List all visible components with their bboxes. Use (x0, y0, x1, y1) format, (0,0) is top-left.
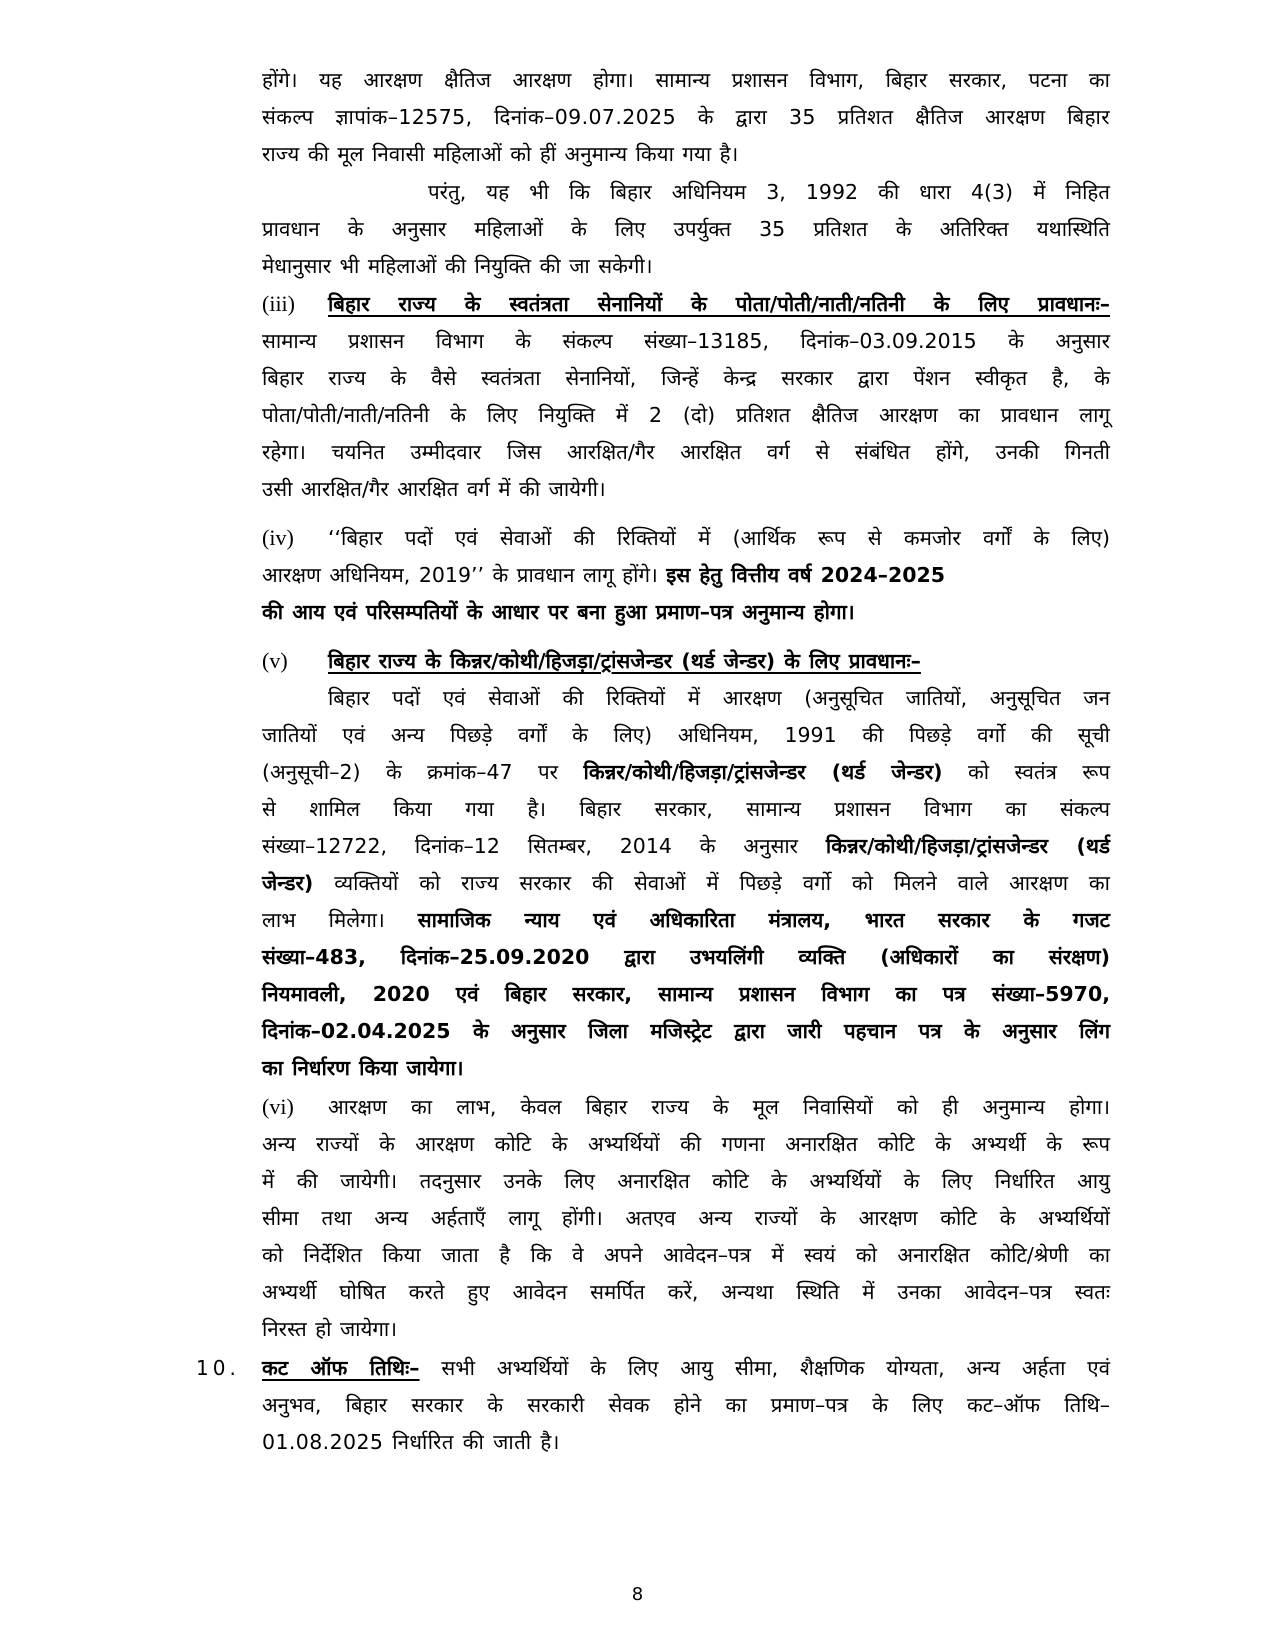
item-10-line-1 (262, 1352, 1110, 1384)
clause-iv-line-2-text: आरक्षण अधिनियम, 2019’’ के प्रावधान लागू होंगे। (262, 563, 658, 587)
clause-v-line-10: दिनांक–02.04.2025 के अनुसार जिला मजिस्ट्रेट द्वारा जारी पहचान पत्र के अनुसार लिंग (262, 1019, 1110, 1043)
clause-v-line-7-a: लाभ मिलेगा। (262, 908, 385, 932)
clause-v-line-3-c: को स्वतंत्र रूप (968, 760, 1110, 784)
clause-iii-line-4: रहेगा। चयनित उम्मीदवार जिस आरक्षित/गैर आरक्षित वर्ग से संबंधित होंगे, उनकी गिनती (262, 440, 1110, 464)
clause-iv-label: (iv) (262, 525, 294, 550)
clause-v-line-3-bold: किन्नर/कोथी/हिजड़ा/ट्रांसजेन्डर (थर्ड जेन्डर) (583, 760, 943, 784)
clause-v-heading: बिहार राज्य के किन्नर/कोथी/हिजड़ा/ट्रांसजेन्डर (थर्ड जेन्डर) के लिए प्रावधानः– (328, 649, 921, 673)
clause-v-line-4: से शामिल किया गया है। बिहार सरकार, सामान्य प्रशासन विभाग का संकल्प (262, 797, 1110, 821)
clause-vi-line-2: अन्य राज्यों के आरक्षण कोटि के अभ्यर्थियों की गणना अनारक्षित कोटि के अभ्यर्थी के रूप (262, 1132, 1110, 1156)
clause-iii-label: (iii) (262, 291, 295, 316)
para-proviso-line-2: प्रावधान के अनुसार महिलाओं के लिए उपर्युक्त 35 प्रतिशत के अतिरिक्त यथास्थिति (262, 217, 1110, 241)
clause-v-line-1: बिहार पदों एवं सेवाओं की रिक्तियों में आरक्षण (अनुसूचित जातियों, अनुसूचित जन (328, 686, 1110, 710)
clause-v-line-3 (262, 756, 1110, 788)
clause-iii-line-2: बिहार राज्य के वैसे स्वतंत्रता सेनानियों, जिन्हें केन्द्र सरकार द्वारा पेंशन स्वीकृत है, के (262, 366, 1110, 390)
clause-vi-line-6: अभ्यर्थी घोषित करते हुए आवेदन समर्पित करें, अन्यथा स्थिति में उनका आवेदन–पत्र स्वतः (262, 1280, 1110, 1304)
clause-v-line-7-bold: सामाजिक न्याय एवं अधिकारिता मंत्रालय, भारत सरकार के गजट (417, 908, 1110, 932)
page-number: 8 (631, 1584, 644, 1605)
clause-vi-line-4: सीमा तथा अन्य अर्हताएँ लागू होंगी। अतएव अन्य राज्यों के आरक्षण कोटि के अभ्यर्थियों (262, 1206, 1110, 1230)
clause-v-line-6-b: व्यक्तियों को राज्य सरकार की सेवाओं में पिछड़े वर्गो को मिलने वाले आरक्षण का (334, 871, 1110, 895)
item-10-line-1-text: सभी अभ्यर्थियों के लिए आयु सीमा, शैक्षणिक योग्यता, अन्य अर्हता एवं (441, 1356, 1110, 1380)
clause-v-line-5 (262, 830, 1110, 862)
clause-v-line-6 (262, 867, 1110, 899)
item-10-line-3: 01.08.2025 निर्धारित की जाती है। (262, 1430, 560, 1454)
para-proviso-line-1: परंतु, यह भी कि बिहार अधिनियम 3, 1992 की धारा 4(3) में निहित (428, 180, 1110, 204)
item-10-heading: कट ऑफ तिथिः– (262, 1356, 420, 1380)
clause-v-line-2: जातियों एवं अन्य पिछड़े वर्गों के लिए) अधिनियम, 1991 की पिछड़े वर्गो की सूची (262, 723, 1110, 747)
clause-v-line-9: नियमावली, 2020 एवं बिहार सरकार, सामान्य प्रशासन विभाग का पत्र संख्या–5970, (262, 982, 1110, 1006)
clause-iv-line-1: ‘‘बिहार पदों एवं सेवाओं की रिक्तियों में (आर्थिक रूप से कमजोर वर्गों के लिए) (328, 526, 1110, 550)
clause-vi-line-5: को निर्देशित किया जाता है कि वे अपने आवेदन–पत्र में स्वयं को अनारक्षित कोटि/श्रेणी का (262, 1243, 1110, 1267)
clause-iii-heading: बिहार राज्य के स्वतंत्रता सेनानियों के पोता/पोती/नाती/नतिनी के लिए प्रावधानः– (328, 292, 1110, 316)
clause-v-label: (v) (262, 648, 288, 673)
clause-v-line-11: का निर्धारण किया जायेगा। (262, 1056, 464, 1080)
clause-v-line-3-a: (अनुसूची–2) के क्रमांक–47 पर (262, 760, 559, 784)
clause-iii-line-3: पोता/पोती/नाती/नतिनी के लिए नियुक्ति में 2 (दो) प्रतिशत क्षैतिज आरक्षण का प्रावधान लागू (262, 403, 1110, 427)
clause-iv-line-2-bold: इस हेतु वित्तीय वर्ष 2024–2025 (666, 563, 946, 587)
item-10-line-2: अनुभव, बिहार सरकार के सरकारी सेवक होने का प्रमाण–पत्र के लिए कट–ऑफ तिथि– (262, 1393, 1110, 1417)
clause-v-line-6-bold: जेन्डर) (262, 871, 314, 895)
para-women-reservation-line-3: राज्य की मूल निवासी महिलाओं को हीं अनुमान्य किया गया है। (262, 142, 739, 166)
clause-iii-line-1: सामान्य प्रशासन विभाग के संकल्प संख्या–13185, दिनांक–03.09.2015 के अनुसार (262, 329, 1110, 353)
item-10-number: 10. (196, 1356, 240, 1380)
clause-vi-line-3: में की जायेगी। तदनुसार उनके लिए अनारक्षित कोटि के अभ्यर्थियों के लिए निर्धारित आयु (262, 1169, 1110, 1193)
para-proviso-line-3: मेधानुसार भी महिलाओं की नियुक्ति की जा सकेगी। (262, 254, 653, 278)
clause-iv-line-2 (262, 559, 1110, 591)
para-women-reservation-line-1: होंगे। यह आरक्षण क्षैतिज आरक्षण होगा। सामान्य प्रशासन विभाग, बिहार सरकार, पटना का (262, 68, 1110, 92)
clause-v-line-5-a: संख्या–12722, दिनांक–12 सितम्बर, 2014 के अनुसार (262, 834, 799, 858)
clause-iii-line-5: उसी आरक्षित/गैर आरक्षित वर्ग में की जायेगी। (262, 477, 606, 501)
clause-vi-line-1: आरक्षण का लाभ, केवल बिहार राज्य के मूल निवासियों को ही अनुमान्य होगा। (328, 1095, 1110, 1119)
clause-v-line-5-bold: किन्नर/कोथी/हिजड़ा/ट्रांसजेन्डर (थर्ड (825, 834, 1110, 858)
clause-v-line-7 (262, 904, 1110, 936)
clause-vi-line-7: निरस्त हो जायेगा। (262, 1317, 397, 1341)
clause-iv-line-3: की आय एवं परिसम्पतियों के आधार पर बना हुआ प्रमाण–पत्र अनुमान्य होगा। (262, 600, 855, 624)
clause-v-line-8: संख्या–483, दिनांक–25.09.2020 द्वारा उभयलिंगी व्यक्ति (अधिकारों का संरक्षण) (262, 945, 1110, 969)
clause-vi-label: (vi) (262, 1094, 294, 1119)
para-women-reservation-line-2: संकल्प ज्ञापांक–12575, दिनांक–09.07.2025 के द्वारा 35 प्रतिशत क्षैतिज आरक्षण बिहार (262, 105, 1110, 129)
